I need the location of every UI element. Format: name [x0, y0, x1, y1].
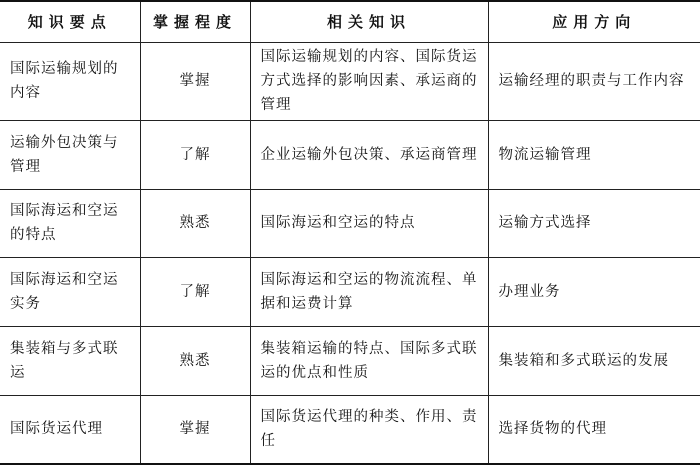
cell-knowledge-point: 运输外包决策与管理	[0, 120, 140, 189]
cell-knowledge-point: 国际海运和空运的特点	[0, 189, 140, 258]
header-application-direction: 应用方向	[488, 1, 700, 43]
table-row	[0, 326, 700, 395]
table-row	[0, 395, 700, 464]
header-mastery-level: 掌握程度	[140, 1, 250, 43]
cell-related-knowledge: 国际运输规划的内容、国际货运方式选择的影响因素、承运商的管理	[250, 43, 488, 121]
cell-related-knowledge: 国际海运和空运的特点	[250, 189, 488, 258]
cell-mastery-level: 了解	[140, 258, 250, 327]
cell-knowledge-point: 国际运输规划的内容	[0, 43, 140, 121]
cell-knowledge-point: 国际海运和空运实务	[0, 258, 140, 327]
cell-mastery-level: 熟悉	[140, 189, 250, 258]
cell-knowledge-point: 国际货运代理	[0, 395, 140, 464]
cell-application-direction: 选择货物的代理	[488, 395, 700, 464]
cell-related-knowledge: 企业运输外包决策、承运商管理	[250, 120, 488, 189]
table-header-row	[0, 1, 700, 43]
cell-mastery-level: 了解	[140, 120, 250, 189]
cell-related-knowledge: 国际货运代理的种类、作用、责任	[250, 395, 488, 464]
cell-related-knowledge: 集装箱运输的特点、国际多式联运的优点和性质	[250, 326, 488, 395]
table-row	[0, 120, 700, 189]
cell-application-direction: 办理业务	[488, 258, 700, 327]
cell-knowledge-point: 集装箱与多式联运	[0, 326, 140, 395]
cell-application-direction: 集装箱和多式联运的发展	[488, 326, 700, 395]
cell-mastery-level: 掌握	[140, 395, 250, 464]
cell-mastery-level: 熟悉	[140, 326, 250, 395]
cell-related-knowledge: 国际海运和空运的物流流程、单据和运费计算	[250, 258, 488, 327]
header-related-knowledge: 相关知识	[250, 1, 488, 43]
cell-application-direction: 物流运输管理	[488, 120, 700, 189]
cell-mastery-level: 掌握	[140, 43, 250, 121]
cell-application-direction: 运输经理的职责与工作内容	[488, 43, 700, 121]
table-row	[0, 43, 700, 121]
table-row	[0, 258, 700, 327]
header-knowledge-point: 知识要点	[0, 1, 140, 43]
table-row	[0, 189, 700, 258]
cell-application-direction: 运输方式选择	[488, 189, 700, 258]
